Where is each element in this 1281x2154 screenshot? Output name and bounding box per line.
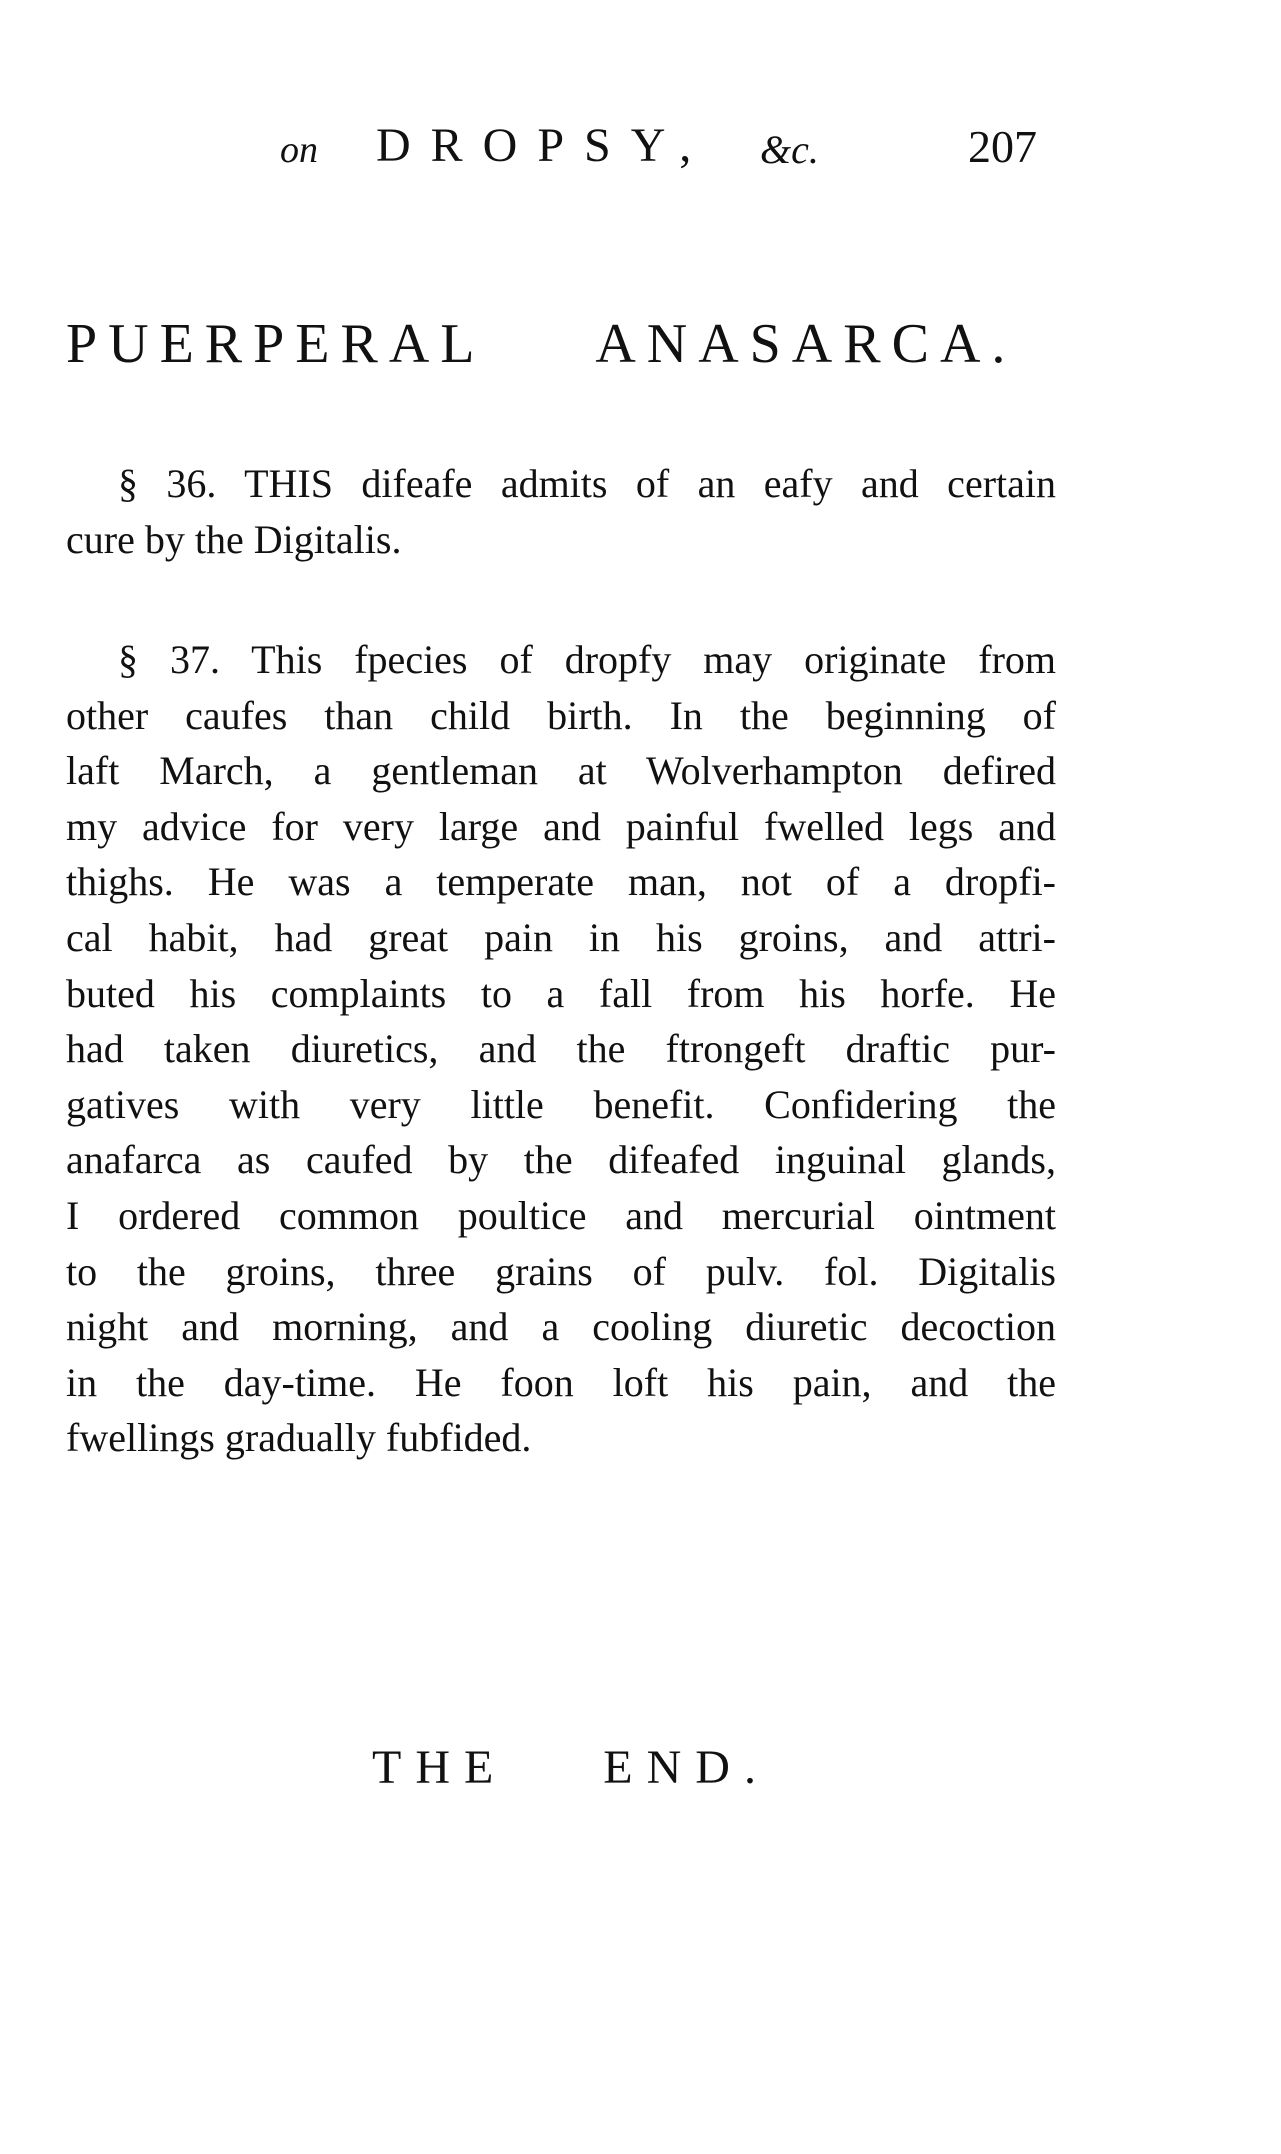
section-37-line: other caufes than child birth. In the beginning of xyxy=(66,692,1056,738)
section-37-line: night and morning, and a cooling diuretic decoction xyxy=(66,1304,1056,1350)
section-37-line: buted his complaints to a fall from his horfe. He xyxy=(66,970,1056,1016)
section-36-line: § 36. THIS difeafe admits of an eafy and certain xyxy=(118,461,1056,506)
section-37-line: to the groins, three grains of pulv. fol. Digitalis xyxy=(66,1248,1056,1294)
section-37-line: thighs. He was a temperate man, not of a dropfi- xyxy=(66,859,1056,905)
section-37-line: fwellings gradually fubfided. xyxy=(66,1415,532,1461)
section-37-line: cal habit, had great pain in his groins, and attri- xyxy=(66,914,1056,960)
section-37-line: I ordered common poultice and mercurial ointment xyxy=(66,1192,1056,1238)
running-head-etc: &c. xyxy=(760,127,819,172)
page-number: 207 xyxy=(968,121,1037,172)
running-head-title: DROPSY, xyxy=(376,119,712,172)
section-36-line: cure by the Digitalis. xyxy=(66,516,402,562)
running-head xyxy=(0,118,1281,178)
chapter-title: PUERPERAL ANASARCA. xyxy=(66,313,1017,375)
section-37-line: gatives with very little benefit. Confidering the xyxy=(66,1081,1056,1127)
section-37-line: in the day-time. He foon loft his pain, and the xyxy=(66,1359,1056,1405)
section-37-paragraph xyxy=(66,632,1056,1466)
running-head-on: on xyxy=(280,129,318,171)
section-37-line: anafarca as caufed by the difeafed inguinal glands, xyxy=(66,1137,1056,1183)
section-36-paragraph xyxy=(66,456,1056,567)
section-37-line: my advice for very large and painful fwelled legs and xyxy=(66,803,1056,849)
section-37-line: § 37. This fpecies of dropfy may originate from xyxy=(118,637,1056,682)
section-37-line: had taken diuretics, and the ftrongeft draftic pur- xyxy=(66,1026,1056,1072)
section-37-line: laft March, a gentleman at Wolverhampton defired xyxy=(66,748,1056,794)
the-end-mark: THE END. xyxy=(372,1741,770,1794)
